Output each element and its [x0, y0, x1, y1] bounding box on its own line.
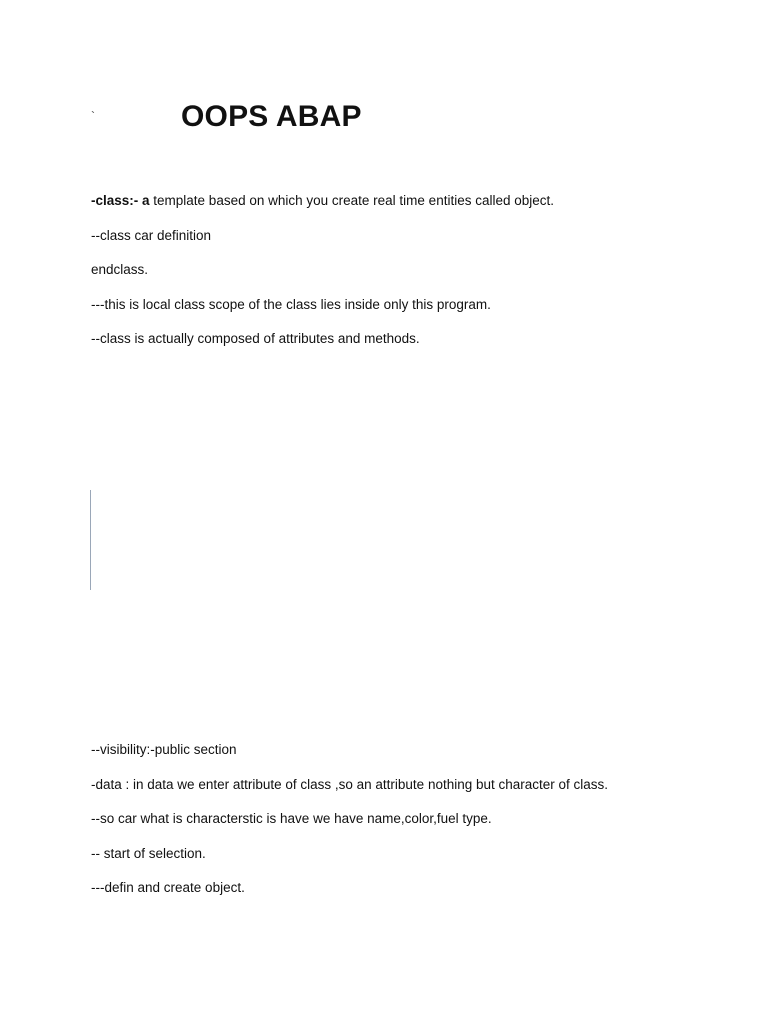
text-line-bold: -class:- a — [91, 193, 150, 208]
page-title: OOPS ABAP — [181, 100, 362, 133]
text-line: ---defin and create object. — [91, 880, 245, 895]
text-line: --so car what is characterstic is have we have name,color,fuel type. — [91, 811, 492, 826]
stray-tick-mark: ` — [91, 109, 95, 123]
text-line: endclass. — [91, 262, 149, 277]
text-cursor-bar — [90, 490, 91, 590]
text-line: -data : in data we enter attribute of class ,so an attribute nothing but character of class. — [91, 777, 609, 792]
text-line: ---this is local class scope of the class lies inside only this program. — [91, 297, 491, 312]
text-line: -- start of selection. — [91, 846, 206, 861]
text-line: --visibility:-public section — [91, 742, 237, 757]
text-line — [91, 192, 554, 210]
text-line-body: template based on which you create real time entities called object. — [149, 193, 555, 208]
text-line: --class is actually composed of attributes and methods. — [91, 331, 420, 346]
text-line: --class car definition — [91, 228, 212, 243]
